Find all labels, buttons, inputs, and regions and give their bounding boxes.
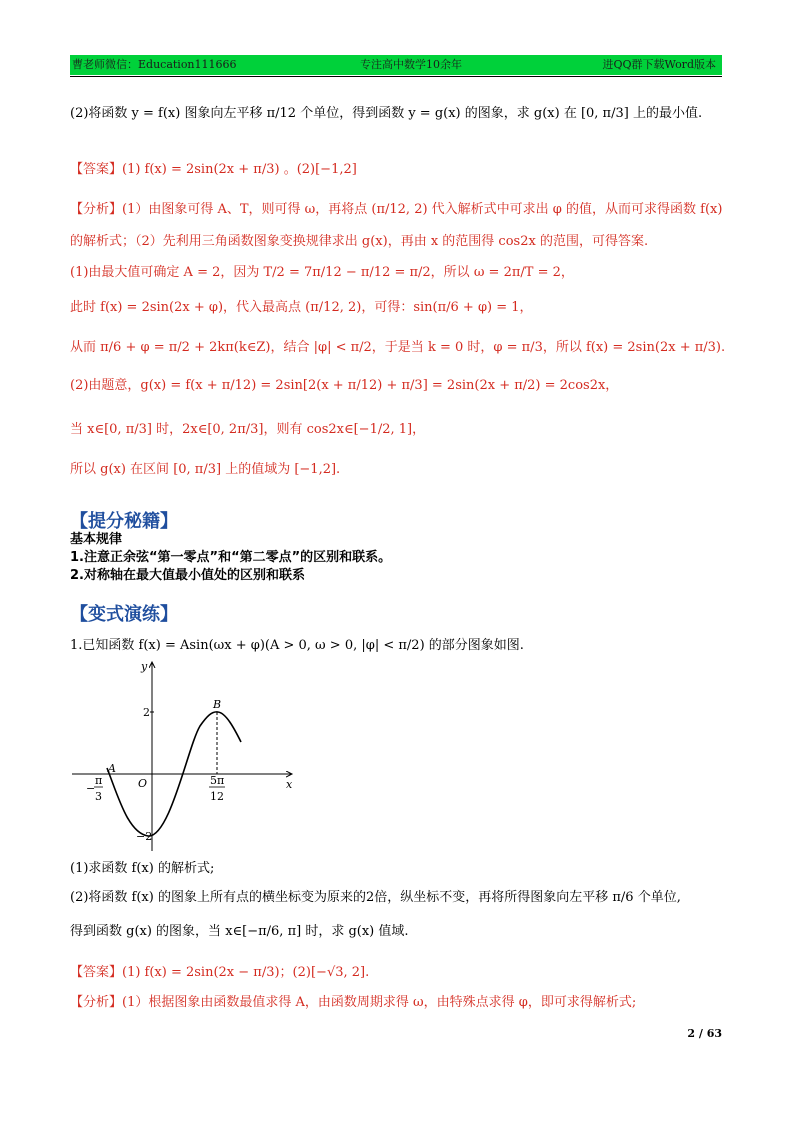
origin-label: O [138, 777, 148, 790]
rule-1: 1.注意正余弦“第一零点”和“第二零点”的区别和联系。 [70, 550, 392, 565]
sine-graph [70, 656, 300, 856]
header-divider [70, 76, 722, 77]
solution-line-4: (2)由题意，g(x) = f(x + π/12) = 2sin[2(x + π/12) + π/3] = 2sin(2x + π/2) = 2cos2x， [70, 378, 619, 393]
point-b-label: B [213, 698, 222, 711]
page-number: 2 / 63 [687, 1027, 722, 1040]
x-axis-label: x [286, 778, 293, 791]
analysis-line-1: 【分析】(1）由图象可得 A、T，则可得 ω，再将点 (π/12, 2) 代入解析式中可求出 φ 的值，从而可求得函数 f(x) [70, 202, 723, 217]
practice-title: 【变式演练】 [70, 604, 178, 625]
solution-line-6: 所以 g(x) 在区间 [0, π/3] 上的值域为 [−1,2]. [70, 462, 341, 477]
point-a-label: A [108, 762, 116, 775]
x-tick-left-den: 3 [95, 790, 102, 803]
solution-line-3: 从而 π/6 + φ = π/2 + 2kπ(k∈Z)，结合 |φ| < π/2，于是当 k = 0 时，φ = π/3，所以 f(x) = 2sin(2x + π/3). [70, 340, 726, 355]
exercise-q2-line-2: 得到函数 g(x) 的图象，当 x∈[−π/6, π] 时，求 g(x) 值域. [70, 924, 409, 939]
basic-rule-label: 基本规律 [70, 532, 123, 547]
header-contact: 曹老师微信：Education111666 [72, 58, 237, 71]
header-slogan: 专注高中数学10余年 [360, 58, 462, 71]
rule-2: 2.对称轴在最大值最小值处的区别和联系 [70, 568, 305, 583]
exercise-analysis: 【分析】(1）根据图象由函数最值求得 A，由函数周期求得 ω，由特殊点求得 φ，即可求得解析式; [70, 995, 637, 1010]
answer-line: 【答案】(1) f(x) = 2sin(2x + π/3) 。(2)[−1,2] [70, 162, 357, 177]
question-2: (2)将函数 y = f(x) 图象向左平移 π/12 个单位，得到函数 y = g(x) 的图象，求 g(x) 在 [0, π/3] 上的最小值. [70, 106, 703, 121]
exercise-q1: (1)求函数 f(x) 的解析式; [70, 861, 215, 876]
x-tick-right-num: 5π [210, 774, 225, 787]
exercise-answer: 【答案】(1) f(x) = 2sin(2x − π/3)；(2)[−√3, 2]. [70, 965, 370, 980]
tips-title: 【提分秘籍】 [70, 511, 178, 532]
solution-line-2: 此时 f(x) = 2sin(2x + φ)，代入最高点 (π/12, 2)，可得：sin(π/6 + φ) = 1， [70, 300, 533, 315]
y-axis-label: y [141, 660, 148, 673]
solution-line-1: (1)由最大值可确定 A = 2，因为 T/2 = 7π/12 − π/12 = π/2，所以 ω = 2π/T = 2， [70, 265, 574, 280]
y-tick-2: 2 [143, 706, 150, 719]
y-tick-neg2: −2 [136, 830, 153, 843]
exercise-q2-line-1: (2)将函数 f(x) 的图象上所有点的横坐标变为原来的2倍，纵坐标不变，再将所得图象向左平移 π/6 个单位, [70, 890, 681, 905]
x-tick-left-sign: − [86, 782, 96, 795]
solution-line-5: 当 x∈[0, π/3] 时，2x∈[0, 2π/3]，则有 cos2x∈[−1/2, 1]， [70, 422, 426, 437]
page-header [70, 55, 722, 75]
analysis-line-2: 的解析式；（2）先利用三角函数图象变换规律求出 g(x)，再由 x 的范围得 cos2x 的范围，可得答案. [70, 234, 649, 249]
x-tick-left-num: π [95, 774, 103, 787]
exercise-stem: 1.已知函数 f(x) = Asin(ωx + φ)(A > 0, ω > 0, |φ| < π/2) 的部分图象如图. [70, 638, 524, 653]
x-tick-right-den: 12 [210, 790, 224, 803]
header-download: 进QQ群下载Word版本 [602, 58, 716, 71]
